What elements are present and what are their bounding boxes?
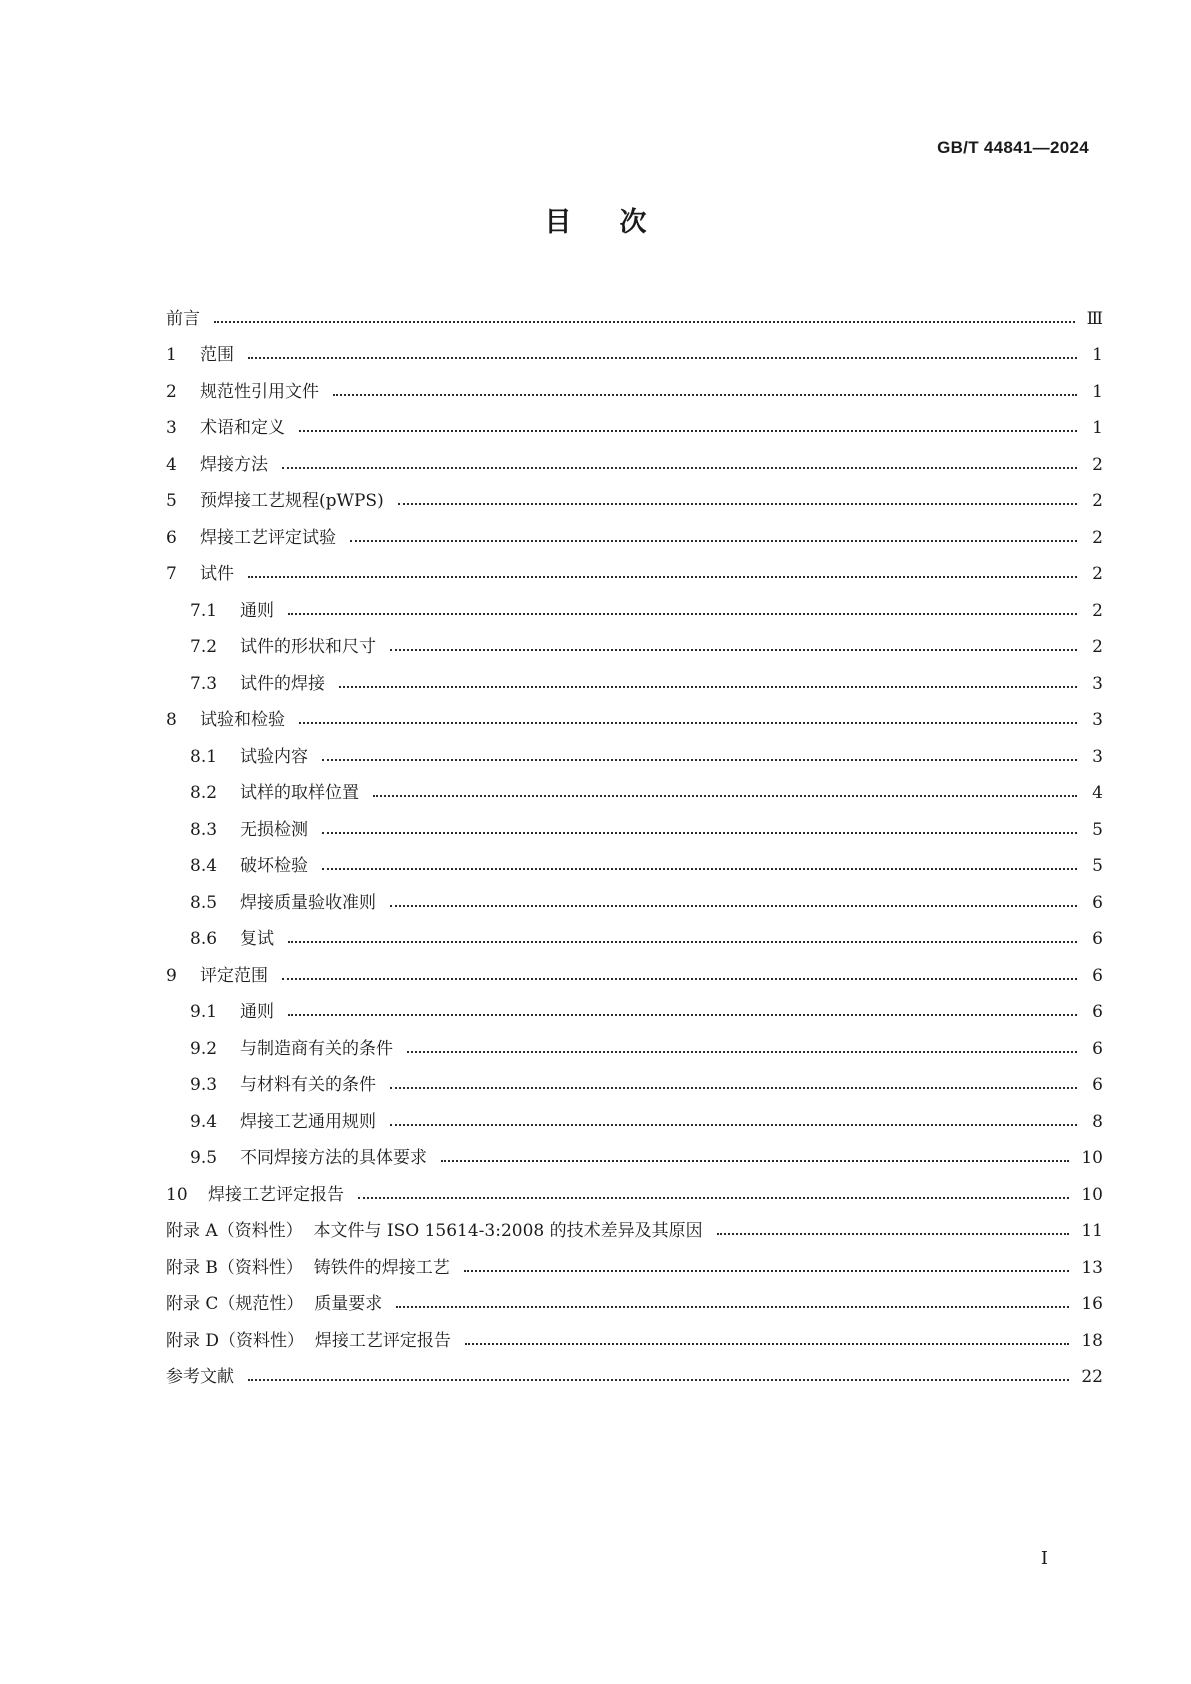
toc-entry[interactable] xyxy=(166,1141,1103,1178)
toc-entry-page-number: 8 xyxy=(1092,1111,1103,1132)
toc-entry-page-number: 16 xyxy=(1081,1294,1103,1315)
dot-leader xyxy=(390,904,1077,907)
dot-leader xyxy=(322,831,1077,834)
toc-entry-page-number: 2 xyxy=(1092,637,1103,658)
dot-leader xyxy=(396,1305,1069,1308)
toc-entry-title: 试验和检验 xyxy=(200,710,285,731)
toc-entry-page-number: 13 xyxy=(1081,1257,1103,1278)
toc-entry[interactable] xyxy=(166,739,1103,776)
dot-leader xyxy=(299,721,1077,724)
toc-entry[interactable] xyxy=(166,1360,1103,1397)
toc-entry-number: 8.2 xyxy=(190,783,218,804)
toc-entry[interactable] xyxy=(166,557,1103,594)
dot-leader xyxy=(322,758,1077,761)
toc-entry-page-number: 18 xyxy=(1081,1330,1103,1351)
toc-entry-number: 9 xyxy=(166,965,177,986)
toc-entry-page-number: 3 xyxy=(1092,673,1103,694)
toc-entry-page-number: 1 xyxy=(1092,345,1103,366)
toc-entry-title: 试件 xyxy=(200,564,234,585)
toc-entry-page-number: 10 xyxy=(1081,1148,1103,1169)
toc-entry[interactable] xyxy=(166,885,1103,922)
toc-entry-heading xyxy=(166,493,384,510)
toc-entry-number: 5 xyxy=(166,491,177,512)
toc-entry[interactable] xyxy=(166,1250,1103,1287)
toc-entry-heading xyxy=(166,1038,393,1059)
toc-entry-number: 8.3 xyxy=(190,819,218,840)
toc-entry-title: 试验内容 xyxy=(240,746,308,767)
toc-entry-page-number: 2 xyxy=(1092,527,1103,548)
toc-entry-heading xyxy=(166,600,274,621)
toc-entry-page-number: 1 xyxy=(1092,381,1103,402)
toc-entry-title: 附录 C（规范性） 质量要求 xyxy=(166,1294,383,1315)
toc-entry[interactable] xyxy=(166,958,1103,995)
toc-entry-title: 预焊接工艺规程(pWPS) xyxy=(200,491,384,512)
toc-entry-heading xyxy=(166,1257,450,1278)
toc-entry-heading xyxy=(166,381,319,402)
dot-leader xyxy=(248,575,1077,578)
toc-entry-heading xyxy=(166,819,308,840)
toc-entry-number: 9.5 xyxy=(190,1148,218,1169)
toc-entry-heading xyxy=(166,1150,427,1167)
dot-leader xyxy=(390,1086,1077,1089)
dot-leader xyxy=(350,539,1077,542)
toc-entry-number: 4 xyxy=(166,454,177,475)
toc-entry-number: 7.3 xyxy=(190,673,218,694)
toc-entry-page-number: Ⅲ xyxy=(1086,308,1103,329)
toc-entry-heading xyxy=(166,347,234,364)
toc-entry-heading xyxy=(166,527,336,548)
dot-leader xyxy=(339,685,1077,688)
toc-entry-title: 破坏检验 xyxy=(240,856,308,877)
toc-entry-heading xyxy=(166,1330,451,1351)
toc-entry[interactable] xyxy=(166,1031,1103,1068)
toc-entry-title: 试件的焊接 xyxy=(240,673,325,694)
toc-entry-title: 焊接方法 xyxy=(200,454,268,475)
dot-leader xyxy=(282,466,1077,469)
dot-leader xyxy=(373,794,1077,797)
dot-leader xyxy=(248,1378,1069,1381)
toc-entry-number: 9.4 xyxy=(190,1111,218,1132)
toc-entry-number: 3 xyxy=(166,418,177,439)
toc-entry-title: 焊接质量验收准则 xyxy=(240,892,376,913)
toc-entry-page-number: 3 xyxy=(1092,746,1103,767)
toc-entry[interactable] xyxy=(166,776,1103,813)
toc-entry-title: 范围 xyxy=(200,345,234,366)
toc-entry-number: 1 xyxy=(166,345,177,366)
toc-entry-title: 焊接工艺评定报告 xyxy=(208,1184,344,1205)
toc-entry-title: 不同焊接方法的具体要求 xyxy=(240,1148,427,1169)
toc-entry-title: 规范性引用文件 xyxy=(200,381,319,402)
toc-entry[interactable] xyxy=(166,338,1103,375)
toc-entry-number: 6 xyxy=(166,527,177,548)
toc-entry-page-number: 5 xyxy=(1092,856,1103,877)
toc-entry[interactable] xyxy=(166,630,1103,667)
toc-entry[interactable] xyxy=(166,666,1103,703)
toc-entry-number: 8.6 xyxy=(190,929,218,950)
toc-entry-title: 附录 A（资料性） 本文件与 ISO 15614-3:2008 的技术差异及其原因 xyxy=(166,1221,703,1242)
toc-entry-page-number: 6 xyxy=(1092,892,1103,913)
toc-entry-heading xyxy=(166,566,234,583)
toc-entry[interactable] xyxy=(166,1104,1103,1141)
toc-entry-title: 通则 xyxy=(240,1002,274,1023)
dot-leader xyxy=(214,320,1075,323)
toc-entry-page-number: 2 xyxy=(1092,564,1103,585)
toc-entry-page-number: 1 xyxy=(1092,418,1103,439)
toc-entry-number: 8 xyxy=(166,710,177,731)
toc-entry-title: 无损检测 xyxy=(240,819,308,840)
toc-entry-number: 9.1 xyxy=(190,1002,218,1023)
toc-entry-heading xyxy=(166,712,285,729)
toc-entry[interactable] xyxy=(166,812,1103,849)
toc-entry-heading xyxy=(166,673,325,694)
dot-leader xyxy=(465,1342,1070,1345)
toc-entry-page-number: 5 xyxy=(1092,819,1103,840)
toc-entry-heading xyxy=(166,965,268,986)
toc-entry-page-number: 6 xyxy=(1092,1038,1103,1059)
toc-entry-title: 与制造商有关的条件 xyxy=(240,1038,393,1059)
toc-entry[interactable] xyxy=(166,447,1103,484)
dot-leader xyxy=(248,356,1077,359)
toc-entry-title: 前言 xyxy=(166,308,200,329)
toc-entry-heading xyxy=(166,1077,376,1094)
toc-entry-title: 与材料有关的条件 xyxy=(240,1075,376,1096)
toc-entry[interactable] xyxy=(166,995,1103,1032)
toc-entry-number: 9.3 xyxy=(190,1075,218,1096)
toc-entry-heading xyxy=(166,1111,376,1132)
toc-entry[interactable] xyxy=(166,1214,1103,1251)
toc-entry-heading xyxy=(166,746,308,767)
dot-leader xyxy=(407,1050,1077,1053)
toc-entry-heading xyxy=(166,1004,274,1021)
dot-leader xyxy=(390,648,1077,651)
toc-entry-page-number: 3 xyxy=(1092,710,1103,731)
toc-entry-number: 10 xyxy=(166,1184,188,1205)
toc-entry-heading xyxy=(166,454,268,475)
toc-entry-heading xyxy=(166,1184,344,1205)
table-of-contents xyxy=(166,301,1103,1396)
toc-entry-page-number: 4 xyxy=(1092,783,1103,804)
toc-entry-heading xyxy=(166,858,308,875)
page-folio: I xyxy=(1040,1548,1048,1569)
dot-leader xyxy=(288,1013,1077,1016)
toc-entry-title: 通则 xyxy=(240,600,274,621)
toc-entry[interactable] xyxy=(166,1323,1103,1360)
toc-entry[interactable] xyxy=(166,1068,1103,1105)
toc-entry-title: 复试 xyxy=(240,929,274,950)
toc-entry-number: 8.5 xyxy=(190,892,218,913)
toc-entry-number: 7.2 xyxy=(190,637,218,658)
toc-entry[interactable] xyxy=(166,703,1103,740)
toc-entry-number: 9.2 xyxy=(190,1038,218,1059)
dot-leader xyxy=(322,867,1077,870)
toc-entry-page-number: 11 xyxy=(1081,1221,1103,1242)
toc-entry[interactable] xyxy=(166,1287,1103,1324)
dot-leader xyxy=(288,940,1077,943)
dot-leader xyxy=(358,1196,1069,1199)
toc-entry-page-number: 2 xyxy=(1092,600,1103,621)
toc-entry-heading xyxy=(166,785,359,802)
toc-entry-page-number: 22 xyxy=(1081,1367,1103,1388)
toc-entry[interactable] xyxy=(166,520,1103,557)
toc-entry-title: 术语和定义 xyxy=(200,418,285,439)
dot-leader xyxy=(288,612,1077,615)
toc-entry-title: 评定范围 xyxy=(200,965,268,986)
toc-entry-title: 焊接工艺通用规则 xyxy=(240,1111,376,1132)
toc-entry[interactable] xyxy=(166,374,1103,411)
toc-entry-heading xyxy=(166,639,376,656)
dot-leader xyxy=(441,1159,1069,1162)
standard-number: GB/T 44841—2024 xyxy=(937,138,1089,157)
toc-entry[interactable] xyxy=(166,484,1103,521)
toc-entry[interactable] xyxy=(166,1177,1103,1214)
toc-entry-heading xyxy=(166,892,376,913)
toc-entry[interactable] xyxy=(166,849,1103,886)
toc-entry-title: 附录 D（资料性） 焊接工艺评定报告 xyxy=(166,1330,451,1351)
toc-entry-page-number: 6 xyxy=(1092,965,1103,986)
toc-entry-number: 7 xyxy=(166,564,177,585)
toc-entry-title: 试样的取样位置 xyxy=(240,783,359,804)
toc-entry-page-number: 6 xyxy=(1092,1075,1103,1096)
toc-entry[interactable] xyxy=(166,922,1103,959)
dot-leader xyxy=(282,977,1077,980)
toc-entry-title: 试件的形状和尺寸 xyxy=(240,637,376,658)
toc-entry-heading xyxy=(166,931,274,948)
dot-leader xyxy=(299,429,1077,432)
toc-entry-page-number: 6 xyxy=(1092,929,1103,950)
toc-entry-page-number: 6 xyxy=(1092,1002,1103,1023)
toc-entry-number: 7.1 xyxy=(190,600,218,621)
dot-leader xyxy=(390,1123,1077,1126)
toc-entry-heading xyxy=(166,1369,234,1386)
toc-entry-heading xyxy=(166,308,200,329)
toc-entry-heading xyxy=(166,1223,703,1240)
dot-leader xyxy=(717,1232,1070,1235)
toc-entry-page-number: 2 xyxy=(1092,491,1103,512)
dot-leader xyxy=(464,1269,1070,1272)
toc-entry[interactable] xyxy=(166,411,1103,448)
toc-entry-heading xyxy=(166,1296,382,1313)
toc-entry-title: 附录 B（资料性） 铸铁件的焊接工艺 xyxy=(166,1257,450,1278)
toc-entry-number: 2 xyxy=(166,381,177,402)
toc-entry-page-number: 10 xyxy=(1081,1184,1103,1205)
toc-entry-number: 8.1 xyxy=(190,746,218,767)
toc-entry[interactable] xyxy=(166,593,1103,630)
toc-entry-page-number: 2 xyxy=(1092,454,1103,475)
dot-leader xyxy=(333,393,1077,396)
dot-leader xyxy=(398,502,1077,505)
toc-title: 目次 xyxy=(544,207,695,238)
toc-entry-title: 焊接工艺评定试验 xyxy=(200,527,336,548)
toc-entry-title: 参考文献 xyxy=(166,1367,234,1388)
toc-entry[interactable] xyxy=(166,301,1103,338)
toc-entry-heading xyxy=(166,420,285,437)
toc-entry-number: 8.4 xyxy=(190,856,218,877)
